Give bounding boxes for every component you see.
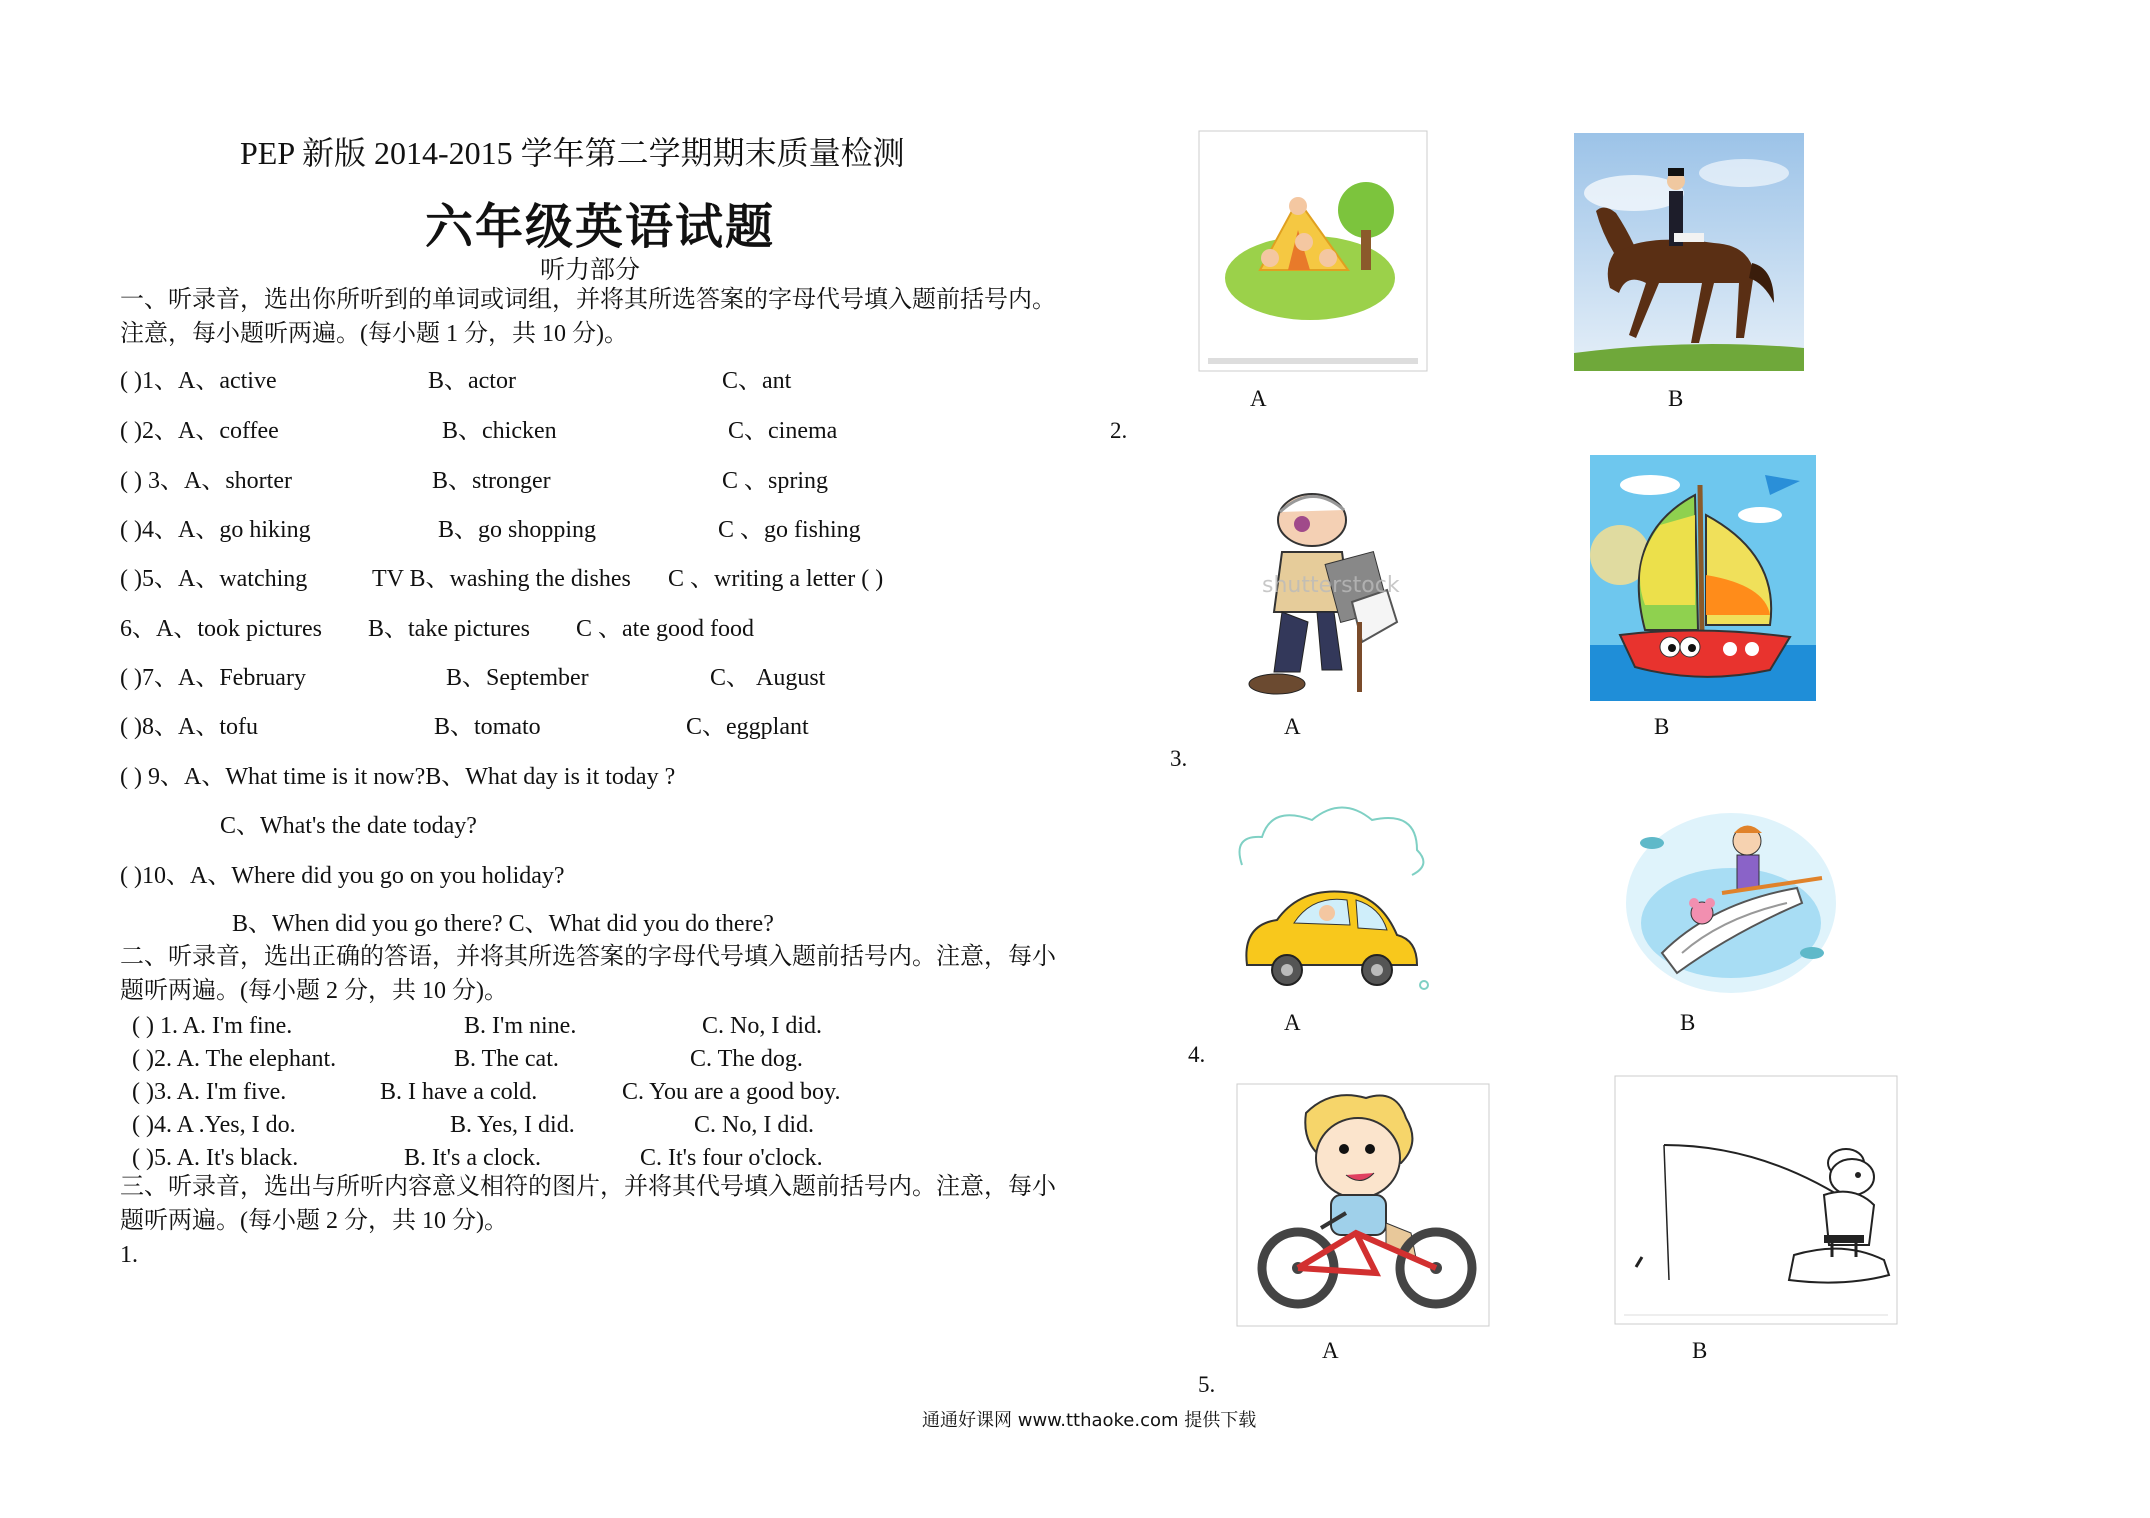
- picture-question-number: 3.: [1170, 746, 1188, 771]
- option-b: B、stronger: [432, 468, 551, 494]
- section3-instruction: 三、听录音，选出与所听内容意义相符的图片，并将其代号填入题前括号内。注意，每小题听两遍。(每小题 2 分，共 10 分)。: [120, 1174, 1056, 1234]
- picture-label-b: B: [1654, 714, 1670, 739]
- option-c: C、 August: [710, 665, 826, 691]
- option-a: ( ) 3、A、shorter: [120, 468, 292, 494]
- option-a: ( )7、A、February: [120, 665, 306, 691]
- option-b: B、actor: [428, 368, 516, 394]
- question-line: ( ) 9、A、What time is it now?B、What day is it today ?: [120, 764, 676, 790]
- option-c: C. You are a good boy.: [622, 1079, 841, 1105]
- injured-man-picture: [1222, 472, 1442, 702]
- picture-label-a: A: [1284, 1010, 1301, 1035]
- option-b: B. I'm nine.: [464, 1013, 577, 1039]
- picture-label-b: B: [1680, 1010, 1696, 1035]
- section2-instruction: 二、听录音，选出正确的答语，并将其所选答案的字母代号填入题前括号内。注意，每小题听两遍。(每小题 2 分，共 10 分)。: [120, 944, 1056, 1004]
- option-c: C、cinema: [728, 418, 838, 444]
- option-b: B. It's a clock.: [404, 1145, 541, 1171]
- watermark-text: shutterstock: [1262, 573, 1400, 598]
- option-c: C. No, I did.: [702, 1013, 822, 1039]
- picture-question-1-number: 1.: [120, 1242, 138, 1268]
- boy-riding-bike-picture: [1236, 1083, 1490, 1327]
- picture-label-b: B: [1668, 386, 1684, 411]
- option-b: B. Yes, I did.: [450, 1112, 575, 1138]
- option-b: B、go shopping: [438, 517, 597, 543]
- section1-instruction: 一、听录音，选出你所听到的单词或词组，并将其所选答案的字母代号填入题前括号内。注意，每小题听两遍。(每小题 1 分，共 10 分)。: [120, 287, 1056, 347]
- option-a: ( )2. A. The elephant.: [132, 1046, 337, 1072]
- listening-subtitle: 听力部分: [540, 257, 641, 284]
- exam-header: PEP 新版 2014-2015 学年第二学期期末质量检测: [240, 135, 905, 171]
- picture-label-a: A: [1250, 386, 1267, 411]
- picture-question-number: 4.: [1188, 1042, 1206, 1067]
- man-fishing-picture: [1614, 1075, 1898, 1325]
- boy-rowing-boat-picture: [1622, 803, 1840, 999]
- option-b: B、tomato: [434, 714, 541, 740]
- picture-question-number: 2.: [1110, 418, 1128, 443]
- option-c: C 、spring: [722, 468, 829, 494]
- option-a: ( )8、A、tofu: [120, 714, 258, 740]
- option-c: C. The dog.: [690, 1046, 803, 1072]
- option-c: C、eggplant: [686, 714, 809, 740]
- question-line: C、What's the date today?: [220, 813, 477, 839]
- horse-rider-picture: [1574, 133, 1804, 371]
- option-a: ( )2、A、coffee: [120, 418, 279, 444]
- option-b: B、take pictures: [368, 616, 530, 642]
- option-b: B. I have a cold.: [380, 1079, 538, 1105]
- question-line: B、When did you go there? C、What did you do there?: [232, 911, 774, 937]
- picture-question-number: 5.: [1198, 1372, 1216, 1397]
- exam-title: 六年级英语试题: [425, 201, 776, 254]
- option-a: ( )3. A. I'm five.: [132, 1079, 287, 1105]
- footer-text: 通通好课网 www.tthaoke.com 提供下载: [922, 1410, 1257, 1431]
- yellow-car-picture: [1232, 795, 1432, 997]
- option-a: ( )4、A、go hiking: [120, 517, 311, 543]
- option-a: 6、A、took pictures: [120, 616, 322, 642]
- option-b: B、chicken: [442, 418, 557, 444]
- tent-camping-picture: [1198, 130, 1428, 372]
- picture-label-a: A: [1322, 1338, 1339, 1363]
- option-a: ( )5、A、watching: [120, 566, 308, 592]
- question-row: [120, 360, 277, 395]
- option-c: C. It's four o'clock.: [640, 1145, 823, 1171]
- option-a: ( )5. A. It's black.: [132, 1145, 299, 1171]
- option-b: B、September: [446, 665, 589, 691]
- option-c: C、ant: [722, 368, 792, 394]
- option-c: C 、ate good food: [576, 616, 754, 642]
- picture-label-b: B: [1692, 1338, 1708, 1363]
- picture-label-a: A: [1284, 714, 1301, 739]
- option-a: ( )4. A .Yes, I do.: [132, 1112, 296, 1138]
- option-a: ( )1、A、active: [120, 368, 277, 394]
- option-b: TV B、washing the dishes: [372, 566, 631, 592]
- option-c: C 、go fishing: [718, 517, 861, 543]
- sailboat-picture: [1590, 455, 1816, 701]
- question-line: ( )10、A、Where did you go on you holiday?: [120, 863, 565, 889]
- option-c: C. No, I did.: [694, 1112, 814, 1138]
- option-c: C 、writing a letter ( ): [668, 566, 884, 592]
- option-b: B. The cat.: [454, 1046, 559, 1072]
- option-a: ( ) 1. A. I'm fine.: [132, 1013, 293, 1039]
